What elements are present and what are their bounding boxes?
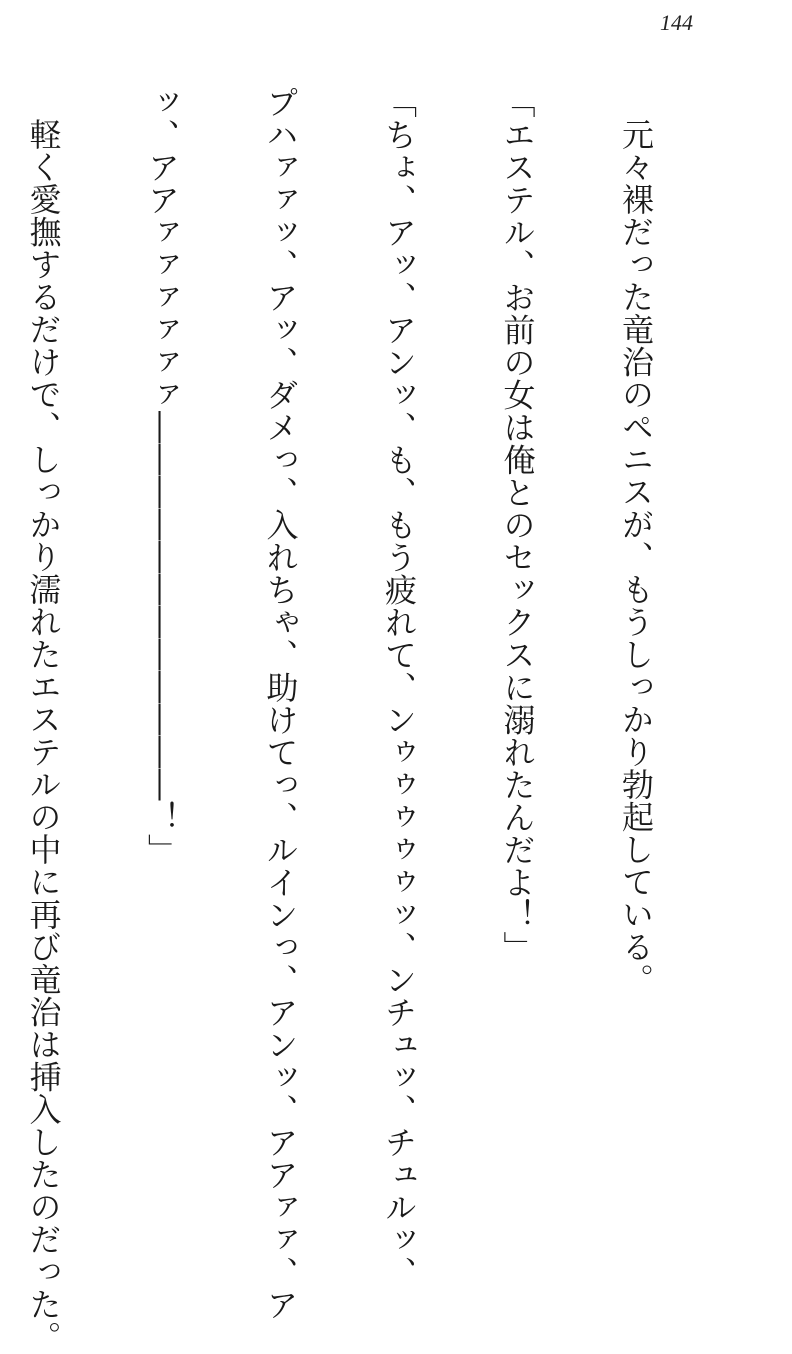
page-number: 144	[660, 10, 693, 35]
dialogue-line: 「エステル、お前の女は俺とのセックスに溺れたんだよ！」	[498, 86, 537, 964]
dialogue-line: ッ、アアァァァァァァ――――――――――――！」	[143, 86, 181, 866]
text-line: 軽く愛撫するだけで、しっかり濡れたエステルの中に再び竜治は挿入したのだった。	[24, 118, 63, 1353]
dialogue-line: プハァァッ、アッ、ダメっ、入れちゃ、助けてっ、ルインっ、アンッ、アアァァ、ア	[261, 86, 300, 1321]
body-text	[0, 86, 734, 1353]
dialogue-line: 「ちょ、アッ、アンッ、も、もう疲れて、ンゥゥゥゥゥッ、ンチュッ、チュルッ、	[380, 86, 418, 1289]
text-line: 元々裸だった竜治のペニスが、もうしっかり勃起している。	[617, 118, 655, 996]
